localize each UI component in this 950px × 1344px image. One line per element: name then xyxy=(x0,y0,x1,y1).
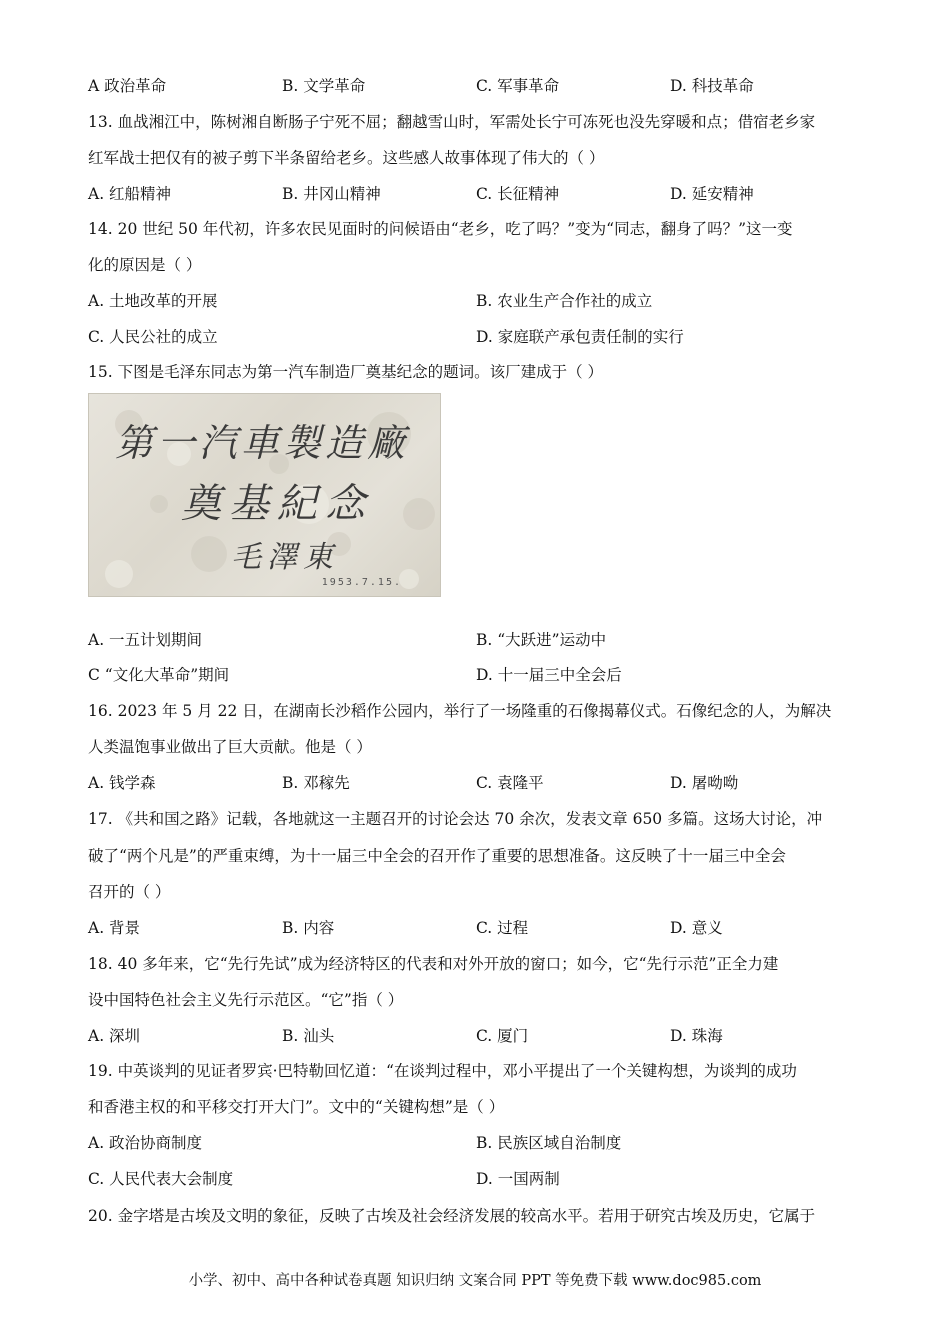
option-b: B. 邓稼先 xyxy=(282,774,350,792)
option-c: C. 军事革命 xyxy=(476,77,560,95)
option-d: D. 意义 xyxy=(670,919,723,937)
option-b: B. “大跃进”运动中 xyxy=(476,631,607,649)
inscription-image xyxy=(88,393,441,597)
option-a: A. 红船精神 xyxy=(88,185,172,203)
option-d: D. 科技革命 xyxy=(670,77,754,95)
question-stem: 17. 《共和国之路》记载，各地就这一主题召开的讨论会达 70 余次，发表文章 650 多篇。这场大讨论，冲 xyxy=(88,810,823,828)
option-a: A. 深圳 xyxy=(88,1027,141,1045)
option-c: C. 长征精神 xyxy=(476,185,560,203)
question-stem: 破了“两个凡是”的严重束缚，为十一届三中全会的召开作了重要的思想准备。这反映了十一届三中全会 xyxy=(88,847,786,865)
option-a: A. 土地改革的开展 xyxy=(88,292,218,310)
option-d: D. 珠海 xyxy=(670,1027,723,1045)
option-d: D. 家庭联产承包责任制的实行 xyxy=(476,328,684,346)
question-stem: 19. 中英谈判的见证者罗宾·巴特勒回忆道：“在谈判过程中，邓小平提出了一个关键构想，为谈判的成功 xyxy=(88,1062,797,1080)
question-stem: 人类温饱事业做出了巨大贡献。他是（ ） xyxy=(88,738,372,756)
option-a: A. 政治协商制度 xyxy=(88,1134,203,1152)
option-b: B. 文学革命 xyxy=(282,77,366,95)
option-b: B. 井冈山精神 xyxy=(282,185,381,203)
option-c: C. 人民公社的成立 xyxy=(88,328,218,346)
inscription-date: 1953.7.15. xyxy=(321,577,402,588)
option-a: A. 钱学森 xyxy=(88,774,156,792)
question-stem: 红军战士把仅有的被子剪下半条留给老乡。这些感人故事体现了伟大的（ ） xyxy=(88,149,605,167)
option-a: A 政治革命 xyxy=(88,77,167,95)
option-d: D. 一国两制 xyxy=(476,1170,560,1188)
inscription-line: 第一汽車製造廠 xyxy=(115,421,410,465)
option-d: D. 屠呦呦 xyxy=(670,774,739,792)
option-d: D. 十一届三中全会后 xyxy=(476,666,622,684)
option-b: B. 民族区域自治制度 xyxy=(476,1134,622,1152)
option-b: B. 农业生产合作社的成立 xyxy=(476,292,653,310)
question-stem: 召开的（ ） xyxy=(88,883,171,901)
option-a: A. 背景 xyxy=(88,919,141,937)
question-stem: 化的原因是（ ） xyxy=(88,256,202,274)
inscription-line: 奠基紀念 xyxy=(181,481,373,527)
inscription-signature: 毛澤東 xyxy=(231,540,339,575)
option-c: C. 过程 xyxy=(476,919,529,937)
question-stem: 15. 下图是毛泽东同志为第一汽车制造厂奠基纪念的题词。该厂建成于（ ） xyxy=(88,363,604,381)
question-stem: 13. 血战湘江中，陈树湘自断肠子宁死不屈；翻越雪山时，军需处长宁可冻死也没先穿暖和点；借宿老乡家 xyxy=(88,113,816,131)
question-stem: 20. 金字塔是古埃及文明的象征，反映了古埃及社会经济发展的较高水平。若用于研究古埃及历史，它属于 xyxy=(88,1207,816,1225)
option-b: B. 汕头 xyxy=(282,1027,335,1045)
option-c: C. 袁隆平 xyxy=(476,774,544,792)
option-c: C. 厦门 xyxy=(476,1027,529,1045)
question-stem: 16. 2023 年 5 月 22 日，在湖南长沙稻作公园内，举行了一场隆重的石像揭幕仪式。石像纪念的人，为解决 xyxy=(88,702,832,720)
question-stem: 14. 20 世纪 50 年代初，许多农民见面时的问候语由“老乡，吃了吗？”变为“同志，翻身了吗？”这一变 xyxy=(88,220,793,238)
page-footer: 小学、初中、高中各种试卷真题 知识归纳 文案合同 PPT 等免费下载 www.doc985.com xyxy=(188,1273,762,1289)
question-stem: 设中国特色社会主义先行示范区。“它”指（ ） xyxy=(88,991,404,1009)
question-stem: 和香港主权的和平移交打开大门”。文中的“关键构想”是（ ） xyxy=(88,1098,505,1116)
option-c: C. 人民代表大会制度 xyxy=(88,1170,234,1188)
option-b: B. 内容 xyxy=(282,919,335,937)
question-stem: 18. 40 多年来，它“先行先试”成为经济特区的代表和对外开放的窗口；如今，它“先行示范”正全力建 xyxy=(88,955,779,973)
option-c: C “文化大革命”期间 xyxy=(88,666,230,684)
option-d: D. 延安精神 xyxy=(670,185,754,203)
option-a: A. 一五计划期间 xyxy=(88,631,203,649)
